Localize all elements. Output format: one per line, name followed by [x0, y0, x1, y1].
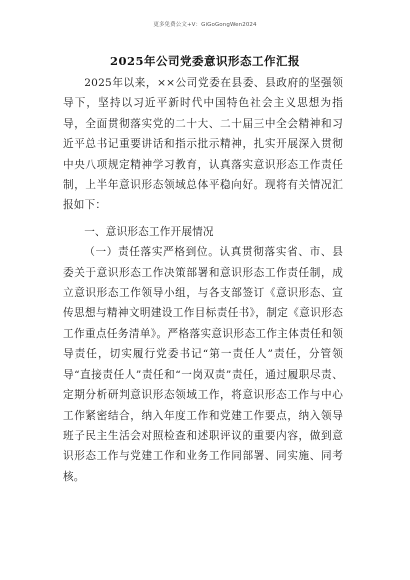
document-body [63, 73, 343, 487]
subsection-paragraph: （一）责任落实严格到位。认真贯彻落实省、市、县委关于意识形态工作决策部署和意识形态工作责任制，成立意识形态工作领导小组，与各支部签订《意识形态、宣传思想与精神文明建设工作目标责任书》，制定《意识形态工作重点任务清单》。严格落实意识形态工作主体责任和领导责任，切实履行党委书记“第一责任人”责任，分管领导“直接责任人”责任和“一岗双责”责任，通过履职尽责、定期分析研判意识形态领域工作，将意识形态工作与中心工作紧密结合，纳入年度工作和党建工作要点，纳入领导班子民主生活会对照检查和述职评议的重要内容，做到意识形态工作与党建工作和业务工作同部署、同实施、同考核。 [63, 246, 343, 483]
section-heading: 一、意识形态工作开展情况 [84, 225, 214, 238]
intro-paragraph: 2025年以来，××公司党委在县委、县政府的坚强领导下，坚持以习近平新时代中国特色社会主义思想为指导，全面贯彻落实党的二十大、二十届三中全会精神和习近平总书记重要讲话和指示批示精神，扎实开展深入贯彻中央八项规定精神学习教育，认真落实意识形态工作责任制，上半年意识形态领域总体平稳向好。现将有关情况汇报如下： [63, 77, 343, 212]
header-watermark-note: 更多免费公文+V：GiGoGongWen2024 [153, 22, 257, 28]
document-title: 2025年公司党委意识形态工作汇报 [109, 54, 300, 68]
